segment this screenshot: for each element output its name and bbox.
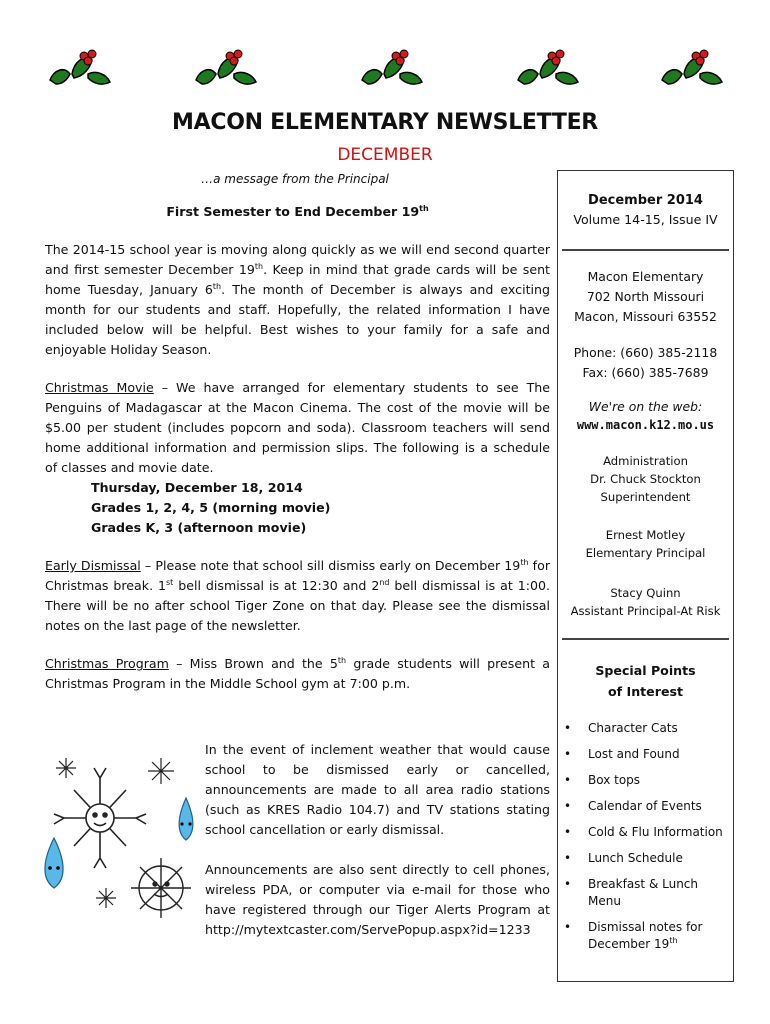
list-item: • Calendar of Events	[564, 799, 702, 813]
holly-icon	[44, 44, 114, 92]
snowflake-icon	[54, 768, 146, 868]
sidebar	[557, 170, 734, 982]
newsletter-month: DECEMBER	[337, 145, 433, 165]
schedule-line: Grades 1, 2, 4, 5 (morning movie)	[91, 500, 331, 515]
assistant-principal-info: Stacy Quinn Assistant Principal-At Risk	[570, 586, 721, 618]
holly-decoration-row	[0, 44, 770, 94]
holly-icon	[512, 44, 582, 92]
weather-notice	[205, 740, 550, 940]
schedule-line: Thursday, December 18, 2014	[91, 480, 303, 495]
divider	[562, 249, 729, 251]
website-link[interactable]: www.macon.k12.mo.us	[576, 418, 715, 432]
intro-paragraph: The 2014-15 school year is moving along quickly as we will end second quarter and first semester December 19th. Keep in mind that grade cards will be sent home Tuesday, January 6th. The month of December is always and exciting month for our students and staff. Hopefully, the related information I have included below will be helpful. Best wishes to your family for a safe and enjoyable Holiday Season.	[45, 242, 550, 357]
newsletter-title: MACON ELEMENTARY NEWSLETTER	[172, 110, 598, 135]
early-dismissal-paragraph: Early Dismissal – Please note that school sill dismiss early on December 19th for Christmas break. 1st bell dismissal is at 12:30 and 2nd bell dismissal is at 1:00. There will be no after school Tiger Zone on that day. Please see the dismissal notes on the last page of the newsletter.	[45, 558, 550, 633]
divider	[562, 638, 729, 640]
early-dismissal-label: Early Dismissal	[45, 558, 141, 573]
main-column	[45, 196, 550, 694]
christmas-program-paragraph: Christmas Program – Miss Brown and the 5th grade students will present a Christmas Program in the Middle School gym at 7:00 p.m.	[45, 656, 550, 691]
semester-heading: First Semester to End December 19th	[166, 204, 429, 219]
list-item: • Breakfast & Lunch Menu	[564, 877, 698, 908]
principal-info: Ernest Motley Elementary Principal	[585, 528, 706, 560]
special-points-list	[558, 720, 733, 953]
holly-icon	[190, 44, 260, 92]
list-item: • Cold & Flu Information	[564, 825, 723, 839]
administration-info: Administration Dr. Chuck Stockton Superintendent	[590, 454, 701, 504]
list-item: • Lost and Found	[564, 747, 680, 761]
christmas-movie-label: Christmas Movie	[45, 380, 154, 395]
christmas-program-label: Christmas Program	[45, 656, 169, 671]
principal-message-label: …a message from the Principal	[201, 172, 389, 186]
web-label: We're on the web:	[588, 399, 703, 414]
icicle-icon	[45, 838, 63, 888]
issue-date: December 2014	[588, 193, 703, 208]
list-item: • Lunch Schedule	[564, 851, 683, 865]
list-item: • Character Cats	[564, 721, 678, 735]
snowflake-icon	[131, 858, 191, 918]
list-item: • Dismissal notes for December 19th	[564, 920, 703, 951]
holly-icon	[356, 44, 426, 92]
snowflake-clipart	[36, 738, 206, 928]
school-address: Macon Elementary 702 North Missouri Macon, Missouri 63552	[574, 269, 717, 324]
holly-icon	[656, 44, 726, 92]
list-item: • Box tops	[564, 773, 641, 787]
issue-volume: Volume 14-15, Issue IV	[573, 212, 718, 227]
fax-number: Fax: (660) 385-7689	[582, 365, 709, 380]
icicle-icon	[179, 798, 193, 840]
christmas-movie-paragraph: Christmas Movie – We have arranged for elementary students to see The Penguins of Madagascar at the Macon Cinema. The cost of the movie will be $5.00 per student (includes popcorn and soda). Classroom teachers will send home additional information and permission slips. The following is a schedule of classes and movie date.	[45, 380, 550, 475]
movie-schedule	[91, 478, 550, 538]
alerts-paragraph: Announcements are also sent directly to cell phones, wireless PDA, or computer via e-mail for those who have registered through our Tiger Alerts Program at http://mytextcaster.com/ServePopup.aspx?id=1233	[205, 862, 550, 937]
special-points-heading: Special Points of Interest	[595, 663, 696, 699]
schedule-line: Grades K, 3 (afternoon movie)	[91, 520, 307, 535]
contact-numbers	[558, 343, 733, 383]
phone-number: Phone: (660) 385-2118	[573, 345, 718, 360]
weather-paragraph: In the event of inclement weather that would cause school to be dismissed early or cancelled, announcements are made to all area radio stations (such as KRES Radio 104.7) and TV stations stating school cancellation or early dismissal.	[205, 742, 550, 837]
